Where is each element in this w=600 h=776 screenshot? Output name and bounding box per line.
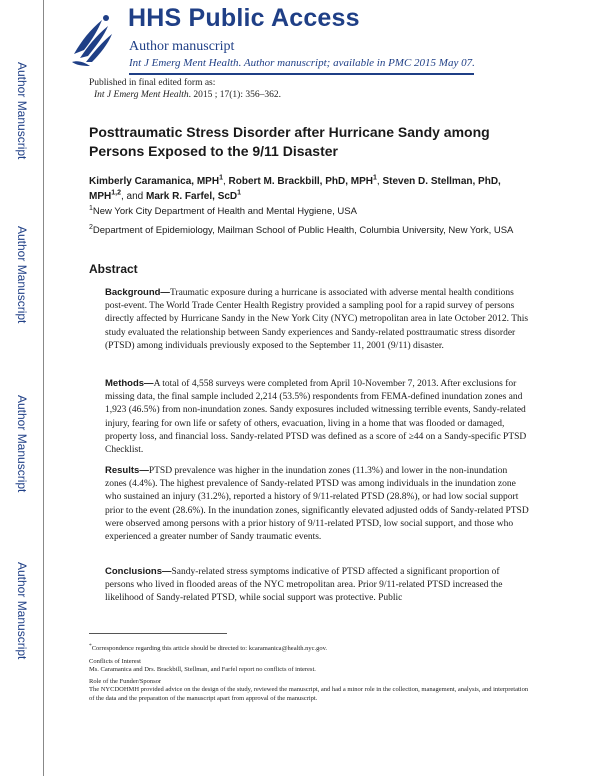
- author-list: [89, 174, 529, 204]
- results-label: Results—: [105, 465, 149, 476]
- hhs-eagle-logo-icon: [68, 10, 116, 68]
- author-name: Kimberly Caramanica, MPH: [89, 176, 220, 187]
- publication-info: [89, 77, 281, 101]
- author-sep: ,: [376, 176, 383, 187]
- author-manuscript-subtitle: Author manuscript: [129, 39, 235, 54]
- side-label-author-manuscript: Author Manuscript: [15, 226, 29, 324]
- header-citation: [129, 57, 475, 69]
- margin-line: [43, 0, 44, 776]
- hhs-public-access-title: HHS Public Access: [128, 4, 360, 32]
- background-text: Traumatic exposure during a hurricane is associated with adverse mental health conditions post-event. The World Trade Center Health Registry provided a sampling pool for a rapid survey of persons directly affected by Hurricane Sandy in the New York City (NYC) metropolitan area in late October 2012. This study evaluated the relationship between Sandy experiences and Sandy-related posttraumatic stress disorder (PTSD) among individuals previously exposed to the September 11, 2001 (9/11) disaster.: [105, 288, 529, 351]
- background-label: Background—: [105, 287, 170, 298]
- author-sup: 1: [237, 189, 242, 197]
- conclusions-label: Conclusions—: [105, 566, 172, 577]
- author-sup: 1: [219, 174, 223, 182]
- citation-rest: . Author manuscript; available in PMC 2015 May 07.: [238, 57, 475, 69]
- side-label-author-manuscript: Author Manuscript: [15, 62, 29, 160]
- affiliation-2: [89, 224, 529, 238]
- correspondence-text: Correspondence regarding this article should be directed to: kcaramanica@health.nyc.gov.: [91, 645, 328, 653]
- methods-text: A total of 4,558 surveys were completed from April 10-November 7, 2013. After exclusions for missing data, the final sample included 2,214 (53.5%) respondents from FEMA-defined inundation zones and 1,923 (46.5%) from non-inundation zones. Sandy exposures included witnessing terrible events, Sandy-related injury, fearing for own life or safety of others, evacuation, living in a home that was flooded or damaged, property loss, and financial loss. Sandy-related PTSD was defined as a score of ≥44 on a Sandy-specific PTSD Checklist.: [105, 379, 527, 456]
- author-name: Steven D. Stellman, PhD, MPH: [89, 176, 501, 202]
- journal-name: Int J Emerg Ment Health: [94, 90, 189, 100]
- affiliation-sup: 1: [89, 204, 93, 212]
- citation-journal: Int J Emerg Ment Health: [129, 57, 239, 69]
- footnote-funder-heading: Role of the Funder/Sponsor: [89, 678, 162, 685]
- abstract-background: [105, 286, 530, 353]
- article-title: Posttraumatic Stress Disorder after Hurricane Sandy among Persons Exposed to the 9/11 Disaster: [89, 124, 490, 159]
- affiliation-text: Department of Epidemiology, Mailman School of Public Health, Columbia University, New York, USA: [92, 225, 514, 236]
- affiliation-text: New York City Department of Health and Mental Hygiene, USA: [92, 206, 357, 217]
- journal-details: . 2015 ; 17(1): 356–362.: [188, 90, 281, 100]
- footnote-coi-text: Ms. Caramanica and Drs. Brackbill, Stellman, and Farfel report no conflicts of interest.: [89, 666, 316, 673]
- author-sep: , and: [120, 191, 146, 202]
- results-text: PTSD prevalence was higher in the inundation zones (11.3%) and lower in the non-inundation zones (4.4%). The highest prevalence of Sandy-related PTSD was among individuals in the inundation zone who sustained an injury (31.2%), reported a history of 9/11-related PTSD (28.8%), or had low social support prior to the event (28.6%). In the inundation zones, significantly elevated adjusted odds of Sandy-related PTSD were observed among persons with a prior history of 9/11-related PTSD, low social support, and those who experienced a greater number of Sandy traumatic events.: [105, 466, 529, 543]
- conclusions-text: Sandy-related stress symptoms indicative of PTSD affected a significant proportion of persons who lived in flooded areas of the NYC metropolitan area. Prior 9/11-related PTSD increased the likelihood of Sandy-related PTSD, while social support was protective. Public: [105, 567, 503, 604]
- footnote-coi-heading: Conflicts of Interest: [89, 658, 141, 665]
- author-sep: ,: [222, 176, 229, 187]
- footnote-rule: [89, 633, 227, 634]
- abstract-results: [105, 464, 530, 544]
- author-name: Mark R. Farfel, ScD: [146, 191, 238, 202]
- side-label-author-manuscript: Author Manuscript: [15, 562, 29, 660]
- author-name: Robert M. Brackbill, PhD, MPH: [228, 176, 373, 187]
- side-label-author-manuscript: Author Manuscript: [15, 395, 29, 493]
- affiliation-sup: 2: [89, 223, 93, 231]
- header-rule: [129, 73, 474, 75]
- abstract-heading: Abstract: [89, 262, 138, 276]
- footnote-funder-text: The NYCDOHMH provided advice on the design of the study, reviewed the manuscript, and had a minor role in the collection, management, analysis, and interpretation of the data and the preparation of the manuscript apart from approval of the manuscript.: [89, 686, 529, 702]
- published-line: Published in final edited form as:: [89, 78, 216, 88]
- journal-line: [89, 89, 281, 101]
- abstract-methods: [105, 377, 530, 457]
- methods-label: Methods—: [105, 378, 154, 389]
- affiliation-1: [89, 205, 529, 219]
- author-sup: 1,2: [111, 189, 121, 197]
- author-sup: 1: [373, 174, 377, 182]
- footnote-correspondence: *Correspondence regarding this article should be directed to: kcaramanica@health.nyc.gov.: [89, 643, 328, 653]
- abstract-conclusions: [105, 565, 530, 606]
